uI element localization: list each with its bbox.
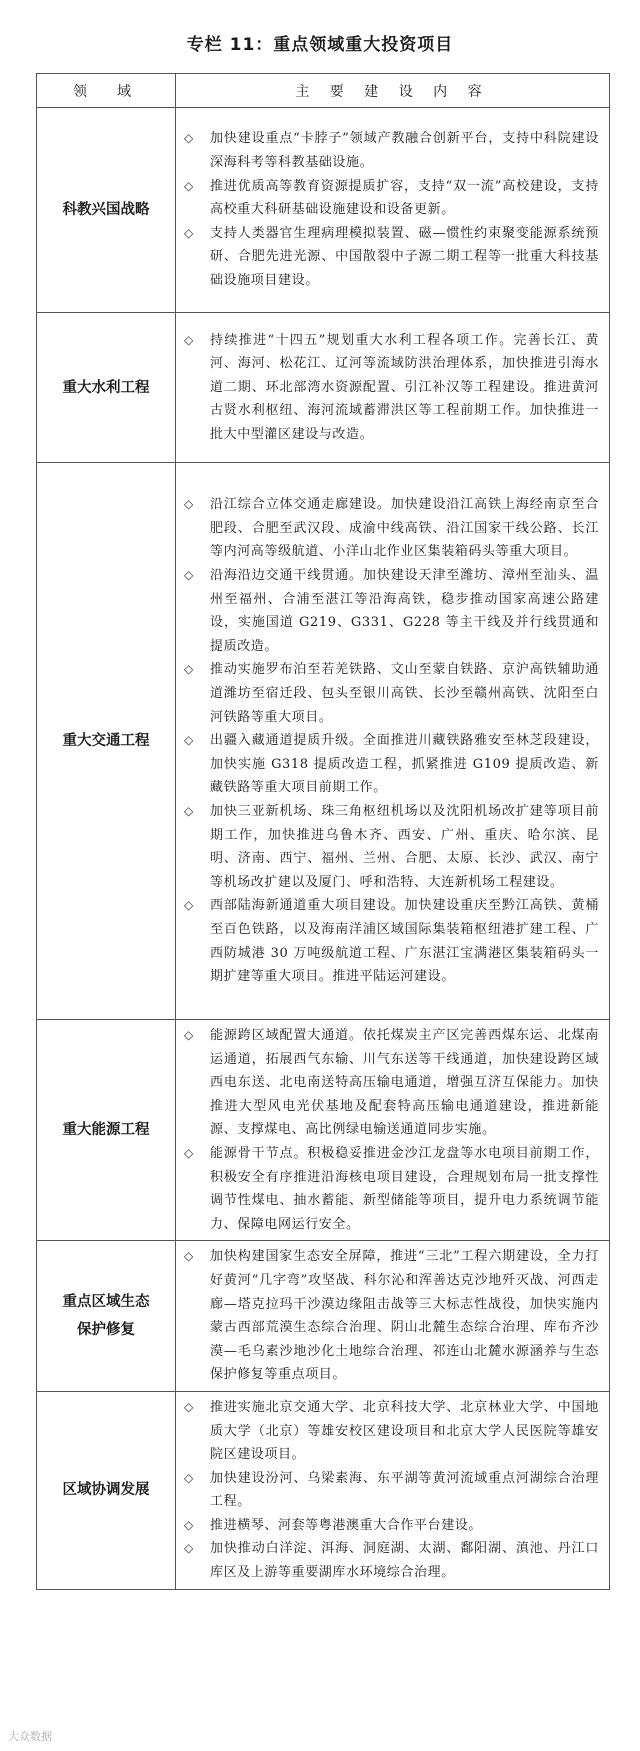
list-item <box>184 1537 599 1584</box>
diamond-bullet-icon: ◇ <box>184 568 194 583</box>
diamond-bullet-icon: ◇ <box>184 1399 194 1414</box>
list-item <box>184 564 599 658</box>
row-field-name: 科教兴国战略 <box>37 108 176 313</box>
list-item <box>184 894 599 988</box>
diamond-bullet-icon: ◇ <box>184 1145 194 1160</box>
row-content <box>176 1391 610 1589</box>
diamond-bullet-icon: ◇ <box>184 1541 194 1556</box>
column-header-field: 领 域 <box>37 74 176 108</box>
diamond-bullet-icon: ◇ <box>184 1517 194 1532</box>
list-item <box>184 729 599 800</box>
list-item <box>184 329 599 447</box>
list-item <box>184 1245 599 1387</box>
list-item <box>184 1514 599 1538</box>
page-title: 专栏 11：重点领域重大投资项目 <box>186 35 454 55</box>
projects-table <box>36 73 610 1590</box>
diamond-bullet-icon: ◇ <box>184 898 194 913</box>
list-item <box>184 1142 599 1236</box>
list-item <box>184 493 599 564</box>
table-row <box>37 1391 610 1589</box>
diamond-bullet-icon: ◇ <box>184 803 194 818</box>
diamond-bullet-icon: ◇ <box>184 497 194 512</box>
list-item <box>184 1467 599 1514</box>
item-text: 加快推动白洋淀、洱海、洞庭湖、太湖、鄱阳湖、滇池、丹江口库区及上游等重要湖库水环境综合治理。 <box>210 1541 599 1581</box>
diamond-bullet-icon: ◇ <box>184 1249 194 1264</box>
item-text: 出疆入藏通道提质升级。全面推进川藏铁路雅安至林芝段建设，加快实施 G318 提质改造工程，抓紧推进 G109 提质改造、新藏铁路等重大项目前期工作。 <box>210 733 599 796</box>
diamond-bullet-icon: ◇ <box>184 1028 194 1042</box>
diamond-bullet-icon: ◇ <box>184 662 194 677</box>
list-item <box>184 1396 599 1467</box>
item-text: 持续推进“十四五”规划重大水利工程各项工作。完善长江、黄河、海河、松花江、辽河等流域防洪治理体系，加快推进引海水道二期、环北部湾水资源配置、引江补汉等工程建设。推进黄河古贤水利枢纽、海河流域蓄滞洪区等工程前期工作。加快推进一批大中型灌区建设与改造。 <box>210 332 599 442</box>
diamond-bullet-icon: ◇ <box>184 332 194 347</box>
list-item <box>184 800 599 894</box>
diamond-bullet-icon: ◇ <box>184 131 194 146</box>
item-text: 加快三亚新机场、珠三角枢纽机场以及沈阳机场改扩建等项目前期工作，加快推进乌鲁木齐、西安、广州、重庆、哈尔滨、昆明、济南、西宁、福州、兰州、合肥、太原、长沙、武汉、南宁等机场改扩建以及厦门、呼和浩特、大连新机场工程建设。 <box>210 803 599 890</box>
item-text: 西部陆海新通道重大项目建设。加快建设重庆至黔江高铁、黄桶至百色铁路，以及海南洋浦区域国际集装箱枢纽港扩建工程、广西防城港 30 万吨级航道工程、广东湛江宝满港区集装箱码头一期扩建等重大项目。推进平陆运河建设。 <box>210 898 599 985</box>
table-header-row <box>37 74 610 108</box>
table-row <box>37 1020 610 1241</box>
item-text: 加快建设汾河、乌梁素海、东平湖等黄河流域重点河湖综合治理工程。 <box>210 1470 599 1510</box>
list-item <box>184 127 599 174</box>
watermark: 大众数据 <box>8 1730 52 1743</box>
row-field-name: 重点区域生态 保护修复 <box>37 1241 176 1392</box>
item-text: 推进优质高等教育资源提质扩容，支持“双一流”高校建设，支持高校重大科研基础设施建设和设备更新。 <box>210 178 599 218</box>
row-content <box>176 1020 610 1241</box>
item-text: 支持人类器官生理病理模拟装置、磁—惯性约束聚变能源系统预研、合肥先进光源、中国散裂中子源二期工程等一批重大科技基础设施项目建设。 <box>210 225 599 288</box>
list-item <box>184 222 599 293</box>
table-row <box>37 313 610 463</box>
list-item <box>184 1024 599 1142</box>
item-text: 能源骨干节点。积极稳妥推进金沙江龙盘等水电项目前期工作，积极安全有序推进沿海核电项目建设，合理规划布局一批支撑性调节性煤电、抽水蓄能、新型储能等项目，提升电力系统调节能力、保障电网运行安全。 <box>210 1145 599 1232</box>
row-field-name: 重大交通工程 <box>37 463 176 1020</box>
item-text: 加快构建国家生态安全屏障，推进“三北”工程六期建设，全力打好黄河“几字弯”攻坚战、科尔沁和浑善达克沙地歼灭战、河西走廊—塔克拉玛干沙漠边缘阻击战等三大标志性战役，加快实施内蒙古西部荒漠生态综合治理、阴山北麓生态综合治理、库布齐沙漠—毛乌素沙地沙化土地综合治理、祁连山北麓水源涵养与生态保护修复等重点项目。 <box>210 1249 599 1383</box>
item-text: 沿江综合立体交通走廊建设。加快建设沿江高铁上海经南京至合肥段、合肥至武汉段、成渝中线高铁、沿江国家干线公路、长江等内河高等级航道、小洋山北作业区集装箱码头等重大项目。 <box>210 497 599 560</box>
diamond-bullet-icon: ◇ <box>184 225 194 240</box>
column-header-content: 主 要 建 设 内 容 <box>176 74 610 108</box>
item-text: 加快建设重点“卡脖子”领域产教融合创新平台，支持中科院建设深海科考等科教基础设施。 <box>210 131 599 171</box>
diamond-bullet-icon: ◇ <box>184 1470 194 1485</box>
row-content <box>176 463 610 1020</box>
row-content <box>176 108 610 313</box>
diamond-bullet-icon: ◇ <box>184 178 194 193</box>
list-item <box>184 175 599 222</box>
item-text: 推进实施北京交通大学、北京科技大学、北京林业大学、中国地质大学（北京）等雄安校区建设项目和北京大学人民医院等雄安院区建设项目。 <box>210 1399 599 1463</box>
table-row <box>37 463 610 1020</box>
row-field-name: 区域协调发展 <box>37 1391 176 1589</box>
list-item <box>184 658 599 729</box>
item-text: 沿海沿边交通干线贯通。加快建设天津至潍坊、漳州至汕头、温州至福州、合浦至湛江等沿海高铁，稳步推动国家高速公路建设，实施国道 G219、G331、G228 等主干线及并行线贯通和提质改造。 <box>210 568 599 654</box>
item-text: 推动实施罗布泊至若羌铁路、文山至蒙自铁路、京沪高铁辅助通道潍坊至宿迁段、包头至银川高铁、长沙至赣州高铁、沈阳至白河铁路等重大项目。 <box>210 662 599 725</box>
row-field-name: 重大能源工程 <box>37 1020 176 1241</box>
item-text: 推进横琴、河套等粤港澳重大合作平台建设。 <box>210 1517 483 1533</box>
table-row <box>37 108 610 313</box>
row-content <box>176 313 610 463</box>
row-field-name: 重大水利工程 <box>37 313 176 463</box>
item-text: 能源跨区域配置大通道。依托煤炭主产区完善西煤东运、北煤南运通道，拓展西气东输、川气东送等干线通道，加快建设跨区域西电东送、北电南送特高压输电通道，增强互济互保能力。加快推进大型风电光伏基地及配套特高压输电通道建设，推进新能源、支撑煤电、高比例绿电输送通道同步实施。 <box>210 1028 599 1138</box>
row-content <box>176 1241 610 1392</box>
diamond-bullet-icon: ◇ <box>184 733 194 748</box>
table-row <box>37 1241 610 1392</box>
